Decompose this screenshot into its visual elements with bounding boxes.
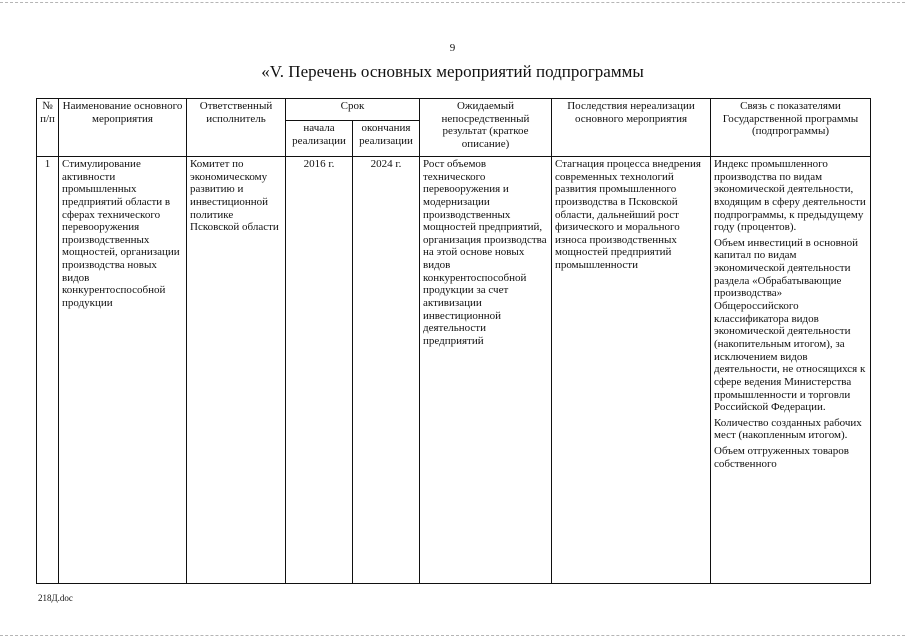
indicator-item: Объем отгруженных товаров собственного xyxy=(714,445,849,470)
activities-table xyxy=(36,98,871,584)
cell-num: 1 xyxy=(37,157,59,584)
cell-end: 2024 г. xyxy=(353,157,420,584)
header-num: № п/п xyxy=(37,99,59,157)
cell-name: Стимулирование активности промышленных предприятий области в сферах технического перевооружения производственных мощностей, организации производства новых видов конкурентоспособной продукции xyxy=(59,157,187,584)
page-top-edge xyxy=(0,2,905,3)
cell-result: Рост объемов технического перевооружения и модернизации производственных мощностей предприятий, организация производства на этой основе новых видов конкурентоспособной продукции за счет активизации инвестиционной деятельности предприятий xyxy=(420,157,552,584)
header-result: Ожидаемый непосредственный результат (краткое описание) xyxy=(420,99,552,157)
table-row xyxy=(37,157,871,584)
cell-indicators xyxy=(711,157,871,584)
indicator-item: Объем инвестиций в основной капитал по видам экономической деятельности раздела «Обрабатывающие производства» Общероссийского классификатора видов экономической деятельности (накопительным итогом), за исключением видов деятельности, не относящихся к сфере ведения Министерства промышленности и торговли Российской Федерации. xyxy=(714,236,866,414)
indicator-item: Количество созданных рабочих мест (накопленным итогом). xyxy=(714,416,862,442)
header-term: Срок xyxy=(286,99,420,121)
header-name: Наименование основного мероприятия xyxy=(59,99,187,157)
header-indicators: Связь с показателями Государственной программы (подпрограммы) xyxy=(711,99,871,157)
header-term-end: окончания реализации xyxy=(353,121,420,157)
header-term-start: начала реализации xyxy=(286,121,353,157)
section-title: «V. Перечень основных мероприятий подпрограммы xyxy=(261,62,644,81)
cell-executor: Комитет по экономическому развитию и инвестиционной политике Псковской области xyxy=(187,157,286,584)
page-bottom-edge xyxy=(0,635,905,636)
page-number: 9 xyxy=(449,42,456,54)
table-header-row xyxy=(37,99,871,121)
header-executor: Ответственный исполнитель xyxy=(187,99,286,157)
file-name-footer: 218Д.doc xyxy=(38,593,73,603)
header-consequences: Последствия нереализации основного мероприятия xyxy=(552,99,711,157)
cell-start: 2016 г. xyxy=(286,157,353,584)
indicator-item: Индекс промышленного производства по видам экономической деятельности, входящим в сферу деятельности подпрограммы, к предыдущему году (процентов). xyxy=(714,158,866,234)
cell-consequences: Стагнация процесса внедрения современных технологий развития промышленного производства в Псковской области, дальнейший рост физического и морального износа производственных мощностей предприятий промышленности xyxy=(552,157,711,584)
